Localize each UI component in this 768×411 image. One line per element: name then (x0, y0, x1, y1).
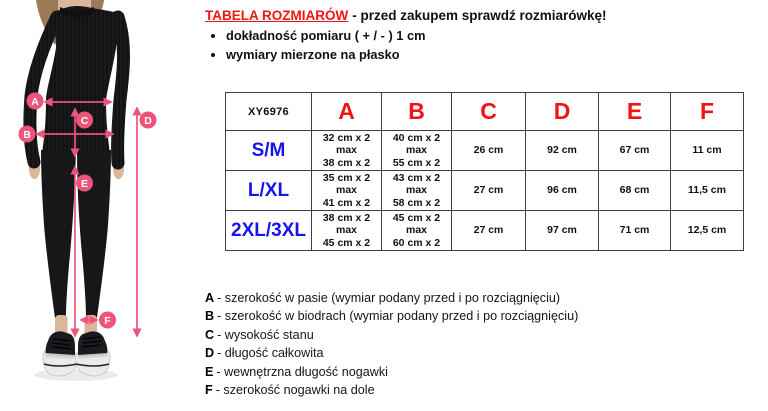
legend-text: - długość całkowita (217, 346, 324, 361)
product-code-cell: XY6976 (226, 93, 312, 131)
cell-value: 71 cm (599, 211, 671, 251)
cell-value: 40 cm x 2 max 55 cm x 2 (382, 131, 452, 171)
cell-value: 67 cm (599, 131, 671, 171)
marker-label-d: D (144, 114, 152, 127)
size-label: L/XL (226, 171, 312, 211)
legend-item (205, 289, 578, 307)
column-header-b: B (382, 93, 452, 131)
legend-letter: A (205, 291, 215, 305)
leggings (41, 150, 111, 318)
legend-text: - wysokość stanu (217, 327, 314, 342)
legend-text: - szerokość nogawki na dole (215, 383, 375, 398)
marker-label-b: B (23, 128, 31, 141)
cell-value: 35 cm x 2 max 41 cm x 2 (312, 171, 382, 211)
cell-value: 97 cm (526, 211, 599, 251)
table-row (226, 211, 744, 251)
cell-value: 11,5 cm (671, 171, 744, 211)
cell-value: 38 cm x 2 max 45 cm x 2 (312, 211, 382, 251)
marker-label-f: F (104, 314, 111, 327)
column-header-c: C (452, 93, 526, 131)
measurement-notes (207, 27, 425, 64)
legend-letter: E (205, 364, 214, 379)
legend-item (205, 381, 578, 399)
legend-text: - szerokość w biodrach (wymiar podany przed i po rozciągnięciu) (217, 309, 579, 324)
cell-value: 27 cm (452, 211, 526, 251)
legend-item (205, 326, 578, 344)
marker-label-a: A (31, 95, 39, 108)
size-label: S/M (226, 131, 312, 171)
marker-label-c: C (80, 114, 89, 127)
column-header-a: A (312, 93, 382, 131)
cell-value: 43 cm x 2 max 58 cm x 2 (382, 171, 452, 211)
cell-value: 92 cm (526, 131, 599, 171)
table-header-row (226, 93, 744, 131)
cell-value: 45 cm x 2 max 60 cm x 2 (382, 211, 452, 251)
legend-letter: B (205, 309, 215, 324)
sweater (30, 6, 124, 163)
title-highlight: TABELA ROZMIARÓW (205, 8, 349, 23)
legend-text: - wewnętrzna długość nogawki (216, 364, 388, 379)
legend-item (205, 307, 578, 325)
note-item: • wymiary mierzone na płasko (226, 46, 425, 65)
cell-value: 12,5 cm (671, 211, 744, 251)
cell-value: 27 cm (452, 171, 526, 211)
page-title (205, 8, 607, 23)
column-header-d: D (526, 93, 599, 131)
cell-value: 11 cm (671, 131, 744, 171)
size-table (225, 92, 744, 251)
legend-text: - szerokość w pasie (wymiar podany przed i po rozciągnięciu) (217, 291, 561, 305)
column-header-e: E (599, 93, 671, 131)
legend-letter: C (205, 327, 215, 342)
cell-value: 32 cm x 2 max 38 cm x 2 (312, 131, 382, 171)
sleeve-right (118, 17, 124, 163)
legend (205, 289, 578, 399)
legend-letter: F (205, 383, 213, 398)
legend-letter: D (205, 346, 215, 361)
measure-arrow-d (137, 108, 157, 336)
column-header-f: F (671, 93, 744, 131)
table-row (226, 131, 744, 171)
sneakers (34, 331, 118, 381)
note-item: • dokładność pomiaru ( + / - ) 1 cm (226, 27, 425, 46)
legend-item (205, 363, 578, 381)
cell-value: 26 cm (452, 131, 526, 171)
legend-item (205, 344, 578, 362)
model-figure (0, 0, 200, 411)
title-rest: - przed zakupem sprawdź rozmiarówkę! (352, 8, 607, 23)
table-row (226, 171, 744, 211)
size-label: 2XL/3XL (226, 211, 312, 251)
cell-value: 68 cm (599, 171, 671, 211)
cell-value: 96 cm (526, 171, 599, 211)
marker-label-e: E (80, 177, 89, 190)
